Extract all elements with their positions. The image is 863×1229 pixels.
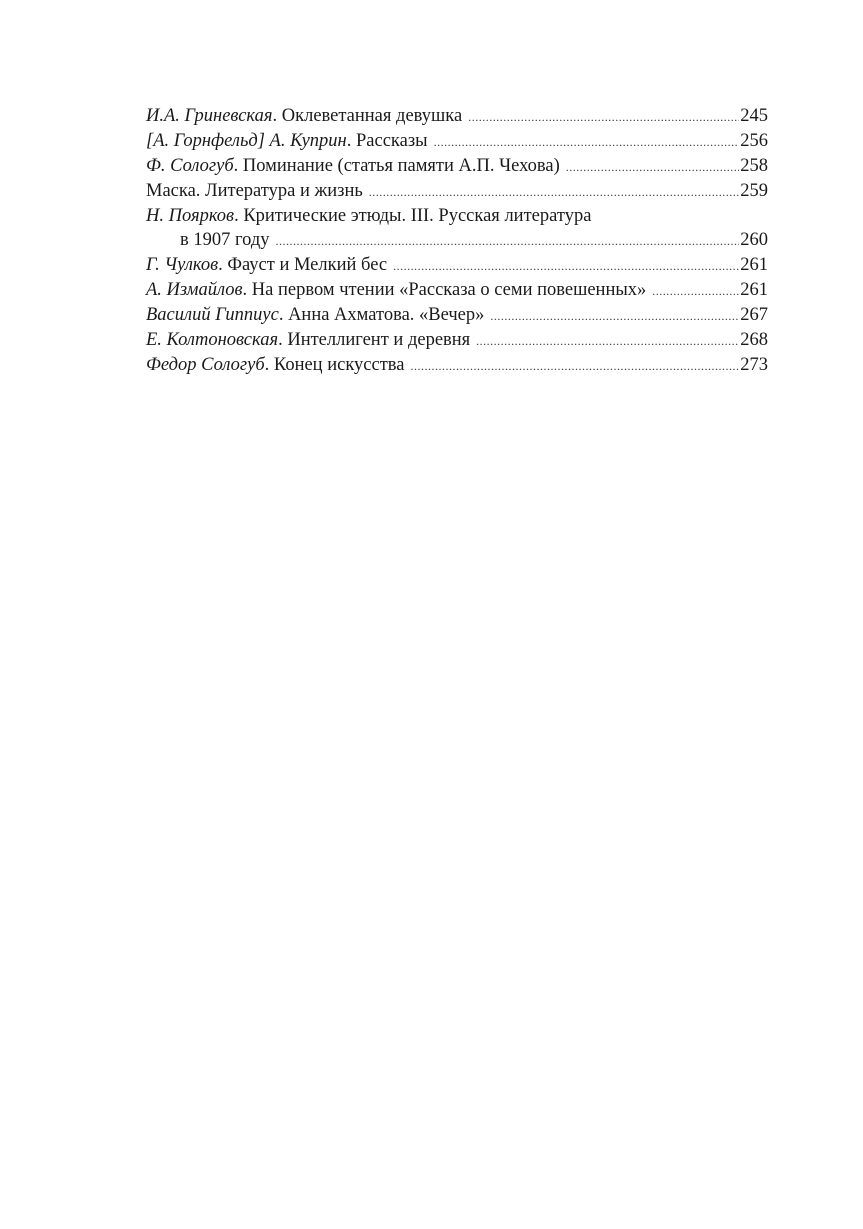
toc-entry-title: Критические этюды. III. Русская литература xyxy=(243,206,592,226)
toc-entry-author: Ф. Сологуб xyxy=(146,156,234,176)
toc-entry-author: [А. Горнфельд] А. Куприн xyxy=(146,131,347,151)
toc-entry-continuation: в 1907 году xyxy=(180,230,270,250)
toc-entry-separator: . xyxy=(233,156,243,176)
toc-entry-text xyxy=(146,353,405,377)
toc-entry-text xyxy=(146,104,462,128)
dot-leader xyxy=(476,329,739,353)
toc-entry-multiline xyxy=(146,204,768,253)
toc-entry-page: 261 xyxy=(740,280,768,300)
toc-entry-page: 260 xyxy=(740,230,768,250)
toc-entry-title: Маска. Литература и жизнь xyxy=(146,181,363,201)
toc-entry-first-line xyxy=(146,204,768,228)
dot-leader xyxy=(490,304,739,328)
toc-entry-separator: . xyxy=(264,355,274,375)
toc-entry xyxy=(146,253,768,278)
toc-entry-author: Федор Сологуб xyxy=(146,355,265,375)
toc-entry-page: 273 xyxy=(740,355,768,375)
toc-entry-separator: . xyxy=(278,305,289,325)
dot-leader xyxy=(434,130,740,154)
toc-entry-title: На первом чтении «Рассказа о семи повешенных» xyxy=(251,280,647,300)
toc-entry xyxy=(146,353,768,378)
toc-entry xyxy=(146,328,768,353)
toc-entry-page: 261 xyxy=(740,255,768,275)
toc-entry-text xyxy=(146,129,428,153)
toc-entry-author: Г. Чулков xyxy=(146,255,219,275)
dot-leader xyxy=(411,354,740,378)
toc-entry-title: Поминание (статья памяти А.П. Чехова) xyxy=(242,156,560,176)
dot-leader xyxy=(566,155,739,179)
toc-entry-separator: . xyxy=(278,330,288,350)
toc-entry-text xyxy=(146,328,470,352)
toc-entry-page: 245 xyxy=(740,106,768,126)
toc-entry-author: Василий Гиппиус xyxy=(146,305,279,325)
toc-entry-continuation-line xyxy=(146,228,768,253)
toc-entry-author: И.А. Гриневская xyxy=(146,106,273,126)
toc-entry-text xyxy=(146,278,646,302)
toc-entry-title: Рассказы xyxy=(355,131,428,151)
toc-entry-author: Н. Поярков xyxy=(146,206,235,226)
toc-entry-separator: . xyxy=(218,255,228,275)
table-of-contents xyxy=(146,104,768,378)
toc-entry xyxy=(146,129,768,154)
toc-entry-text xyxy=(146,179,363,203)
toc-entry xyxy=(146,104,768,129)
dot-leader xyxy=(276,229,740,253)
toc-entry xyxy=(146,303,768,328)
toc-entry xyxy=(146,179,768,204)
toc-entry-title: Анна Ахматова. «Вечер» xyxy=(288,305,485,325)
toc-entry-page: 259 xyxy=(740,181,768,201)
dot-leader xyxy=(652,279,739,303)
dot-leader xyxy=(393,254,739,278)
toc-entry-separator: . xyxy=(346,131,356,151)
toc-entry-text xyxy=(146,154,560,178)
toc-entry-author: А. Измайлов xyxy=(146,280,243,300)
toc-entry xyxy=(146,278,768,303)
toc-entry-text xyxy=(146,253,387,277)
toc-entry-separator: . xyxy=(242,280,252,300)
toc-entry-page: 258 xyxy=(740,156,768,176)
toc-entry-page: 256 xyxy=(740,131,768,151)
toc-entry-separator: . xyxy=(234,206,244,226)
dot-leader xyxy=(369,180,739,204)
toc-entry-title: Оклеветанная девушка xyxy=(281,106,463,126)
toc-entry-title: Интеллигент и деревня xyxy=(287,330,471,350)
toc-entry-title: Конец искусства xyxy=(273,355,405,375)
toc-entry-author: Е. Колтоновская xyxy=(146,330,279,350)
toc-entry xyxy=(146,154,768,179)
toc-entry-page: 268 xyxy=(740,330,768,350)
dot-leader xyxy=(468,105,739,129)
toc-entry-page: 267 xyxy=(740,305,768,325)
toc-entry-title: Фауст и Мелкий бес xyxy=(227,255,388,275)
toc-entry-text xyxy=(146,303,484,327)
toc-entry-separator: . xyxy=(272,106,282,126)
